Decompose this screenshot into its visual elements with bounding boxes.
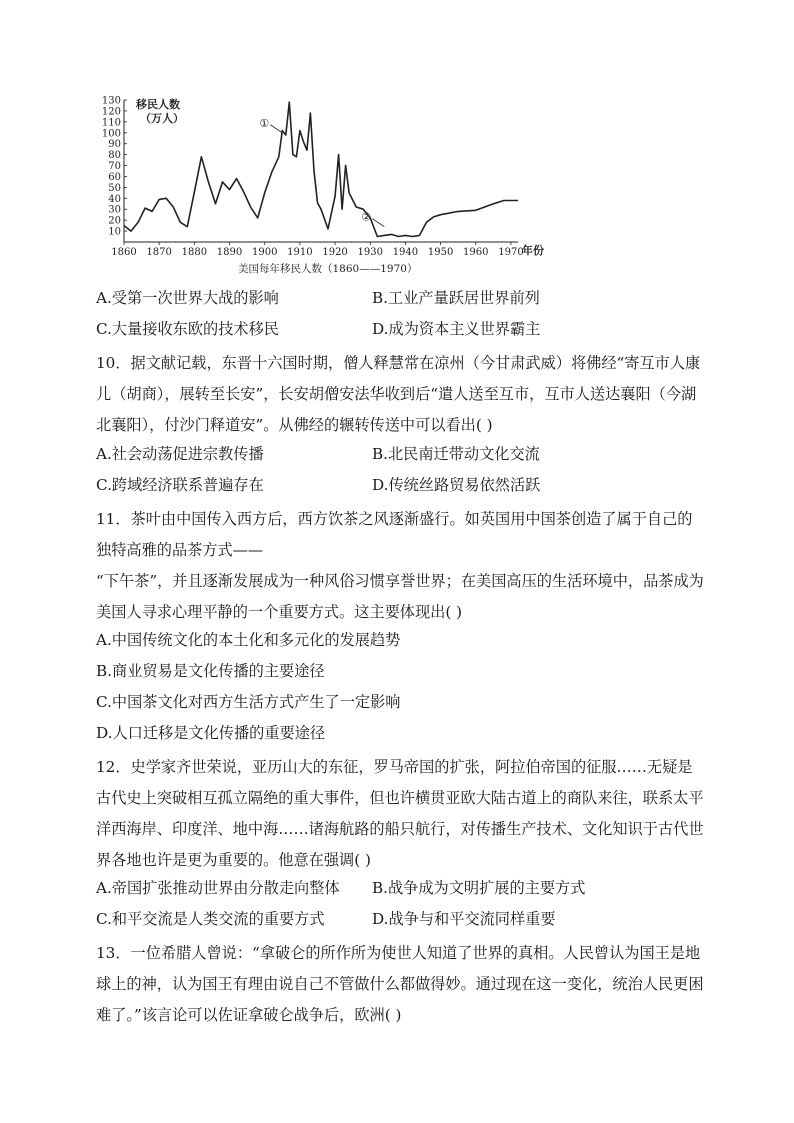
chart-q-option-b[interactable]: B.工业产量跃居世界前列 bbox=[372, 289, 540, 307]
y-tick-label: 20 bbox=[108, 215, 121, 227]
q11-stem-line2: “下午茶”，并且逐渐发展成为一种风俗习惯享誉世界；在美国高压的生活环境中，品茶成为美国人寻求心理平静的一个重要方式。这主要体现出( ) bbox=[96, 572, 704, 621]
x-tick-label: 1910 bbox=[287, 247, 313, 258]
y-axis-label-line1: 移民人数 bbox=[136, 98, 180, 111]
q12-stem: 12．史学家齐世荣说，亚历山大的东征，罗马帝国的扩张，阿拉伯帝国的征服……无疑是古代史上突破相互孤立隔绝的重大事件，但也许横贯亚欧大陆古道上的商队来往，联系太平洋西海岸、印度洋、地中海……诸海航路的船只航行，对传播生产技术、文化知识于古代世界各地也许是更为重要的。他意在强调( ) bbox=[96, 758, 704, 869]
x-tick-label: 1900 bbox=[251, 247, 278, 258]
q11-option-c[interactable]: C.中国茶文化对西方生活方式产生了一定影响 bbox=[96, 693, 401, 711]
immigration-line-chart bbox=[100, 92, 560, 282]
q11-option-d[interactable]: D.人口迁移是文化传播的重要途径 bbox=[96, 724, 326, 742]
q10-option-c[interactable]: C.跨域经济联系普遍存在 bbox=[96, 476, 264, 494]
y-tick-label: 90 bbox=[108, 139, 121, 151]
x-tick-label: 1890 bbox=[216, 247, 243, 258]
immigration-chart bbox=[100, 92, 560, 282]
q12-option-b[interactable]: B.战争成为文明扩展的主要方式 bbox=[372, 879, 586, 897]
q11-option-b[interactable]: B.商业贸易是文化传播的主要途径 bbox=[96, 662, 325, 680]
chart-q-option-c[interactable]: C.大量接收东欧的技术移民 bbox=[96, 320, 279, 338]
x-tick-labels bbox=[111, 242, 523, 258]
chart-title: 美国每年移民人数（1860——1970） bbox=[238, 263, 418, 275]
x-tick-label: 1960 bbox=[463, 247, 489, 258]
q10-option-a[interactable]: A.社会动荡促进宗教传播 bbox=[96, 445, 264, 463]
q11-stem-line1: 11．茶叶由中国传入西方后，西方饮茶之风逐渐盛行。如英国用中国茶创造了属于自己的独特高雅的品茶方式—— bbox=[96, 510, 693, 559]
q10-option-d[interactable]: D.传统丝路贸易依然活跃 bbox=[372, 476, 541, 494]
y-tick-label: 40 bbox=[108, 193, 121, 205]
chart-q-option-d[interactable]: D.成为资本主义世界霸主 bbox=[372, 320, 541, 338]
chart-q-option-a[interactable]: A.受第一次世界大战的影响 bbox=[96, 289, 279, 307]
q12-option-a[interactable]: A.帝国扩张推动世界由分散走向整体 bbox=[96, 879, 340, 897]
y-tick-label: 120 bbox=[101, 106, 121, 118]
annotation-leader-1 bbox=[270, 125, 282, 133]
y-tick-label: 130 bbox=[101, 95, 121, 107]
q13-stem: 13．一位希腊人曾说：“拿破仑的所作所为使世人知道了世界的真相。人民曾认为国王是地球上的神，认为国王有理由说自己不管做什么都做得妙。通过现在这一变化，统治人民更困难了。”该言论可以佐证拿破仑战争后，欧洲( ) bbox=[96, 944, 704, 1024]
q12-option-c[interactable]: C.和平交流是人类交流的重要方式 bbox=[96, 910, 325, 928]
y-tick-label: 110 bbox=[101, 117, 121, 129]
y-tick-label: 10 bbox=[108, 226, 121, 238]
q11-option-a[interactable]: A.中国传统文化的本土化和多元化的发展趋势 bbox=[96, 631, 401, 649]
annotation-leader-2 bbox=[372, 219, 384, 227]
x-tick-label: 1950 bbox=[427, 247, 454, 258]
x-tick-label: 1970 bbox=[498, 247, 524, 258]
y-tick-label: 50 bbox=[108, 182, 121, 194]
y-tick-label: 100 bbox=[101, 128, 121, 140]
q10-option-b[interactable]: B.北民南迁带动文化交流 bbox=[372, 445, 540, 463]
x-tick-label: 1880 bbox=[181, 247, 208, 258]
annotation-label-1: ① bbox=[259, 116, 270, 130]
x-axis-label: 年份 bbox=[522, 244, 544, 257]
y-axis-label-line2: （万人） bbox=[140, 112, 184, 125]
y-tick-label: 30 bbox=[108, 204, 121, 216]
x-tick-label: 1940 bbox=[392, 247, 419, 258]
y-tick-labels bbox=[102, 96, 127, 238]
x-tick-label: 1930 bbox=[357, 247, 383, 258]
q12-option-d[interactable]: D.战争与和平交流同样重要 bbox=[372, 910, 556, 928]
y-tick-label: 60 bbox=[108, 171, 121, 183]
annotation-label-2: ② bbox=[361, 210, 372, 224]
x-tick-label: 1870 bbox=[146, 247, 172, 258]
y-tick-label: 80 bbox=[108, 150, 121, 162]
q10-stem: 10．据文献记载，东晋十六国时期，僧人释慧常在凉州（今甘肃武威）将佛经“寄互市人康儿（胡商），展转至长安”，长安胡僧安法华收到后“遣人送至互市，互市人送达襄阳（今湖北襄阳），付沙门释道安”。从佛经的辗转传送中可以看出( ) bbox=[96, 354, 701, 434]
x-tick-label: 1920 bbox=[322, 247, 348, 258]
y-tick-label: 70 bbox=[108, 161, 121, 173]
x-tick-label: 1860 bbox=[111, 247, 137, 258]
